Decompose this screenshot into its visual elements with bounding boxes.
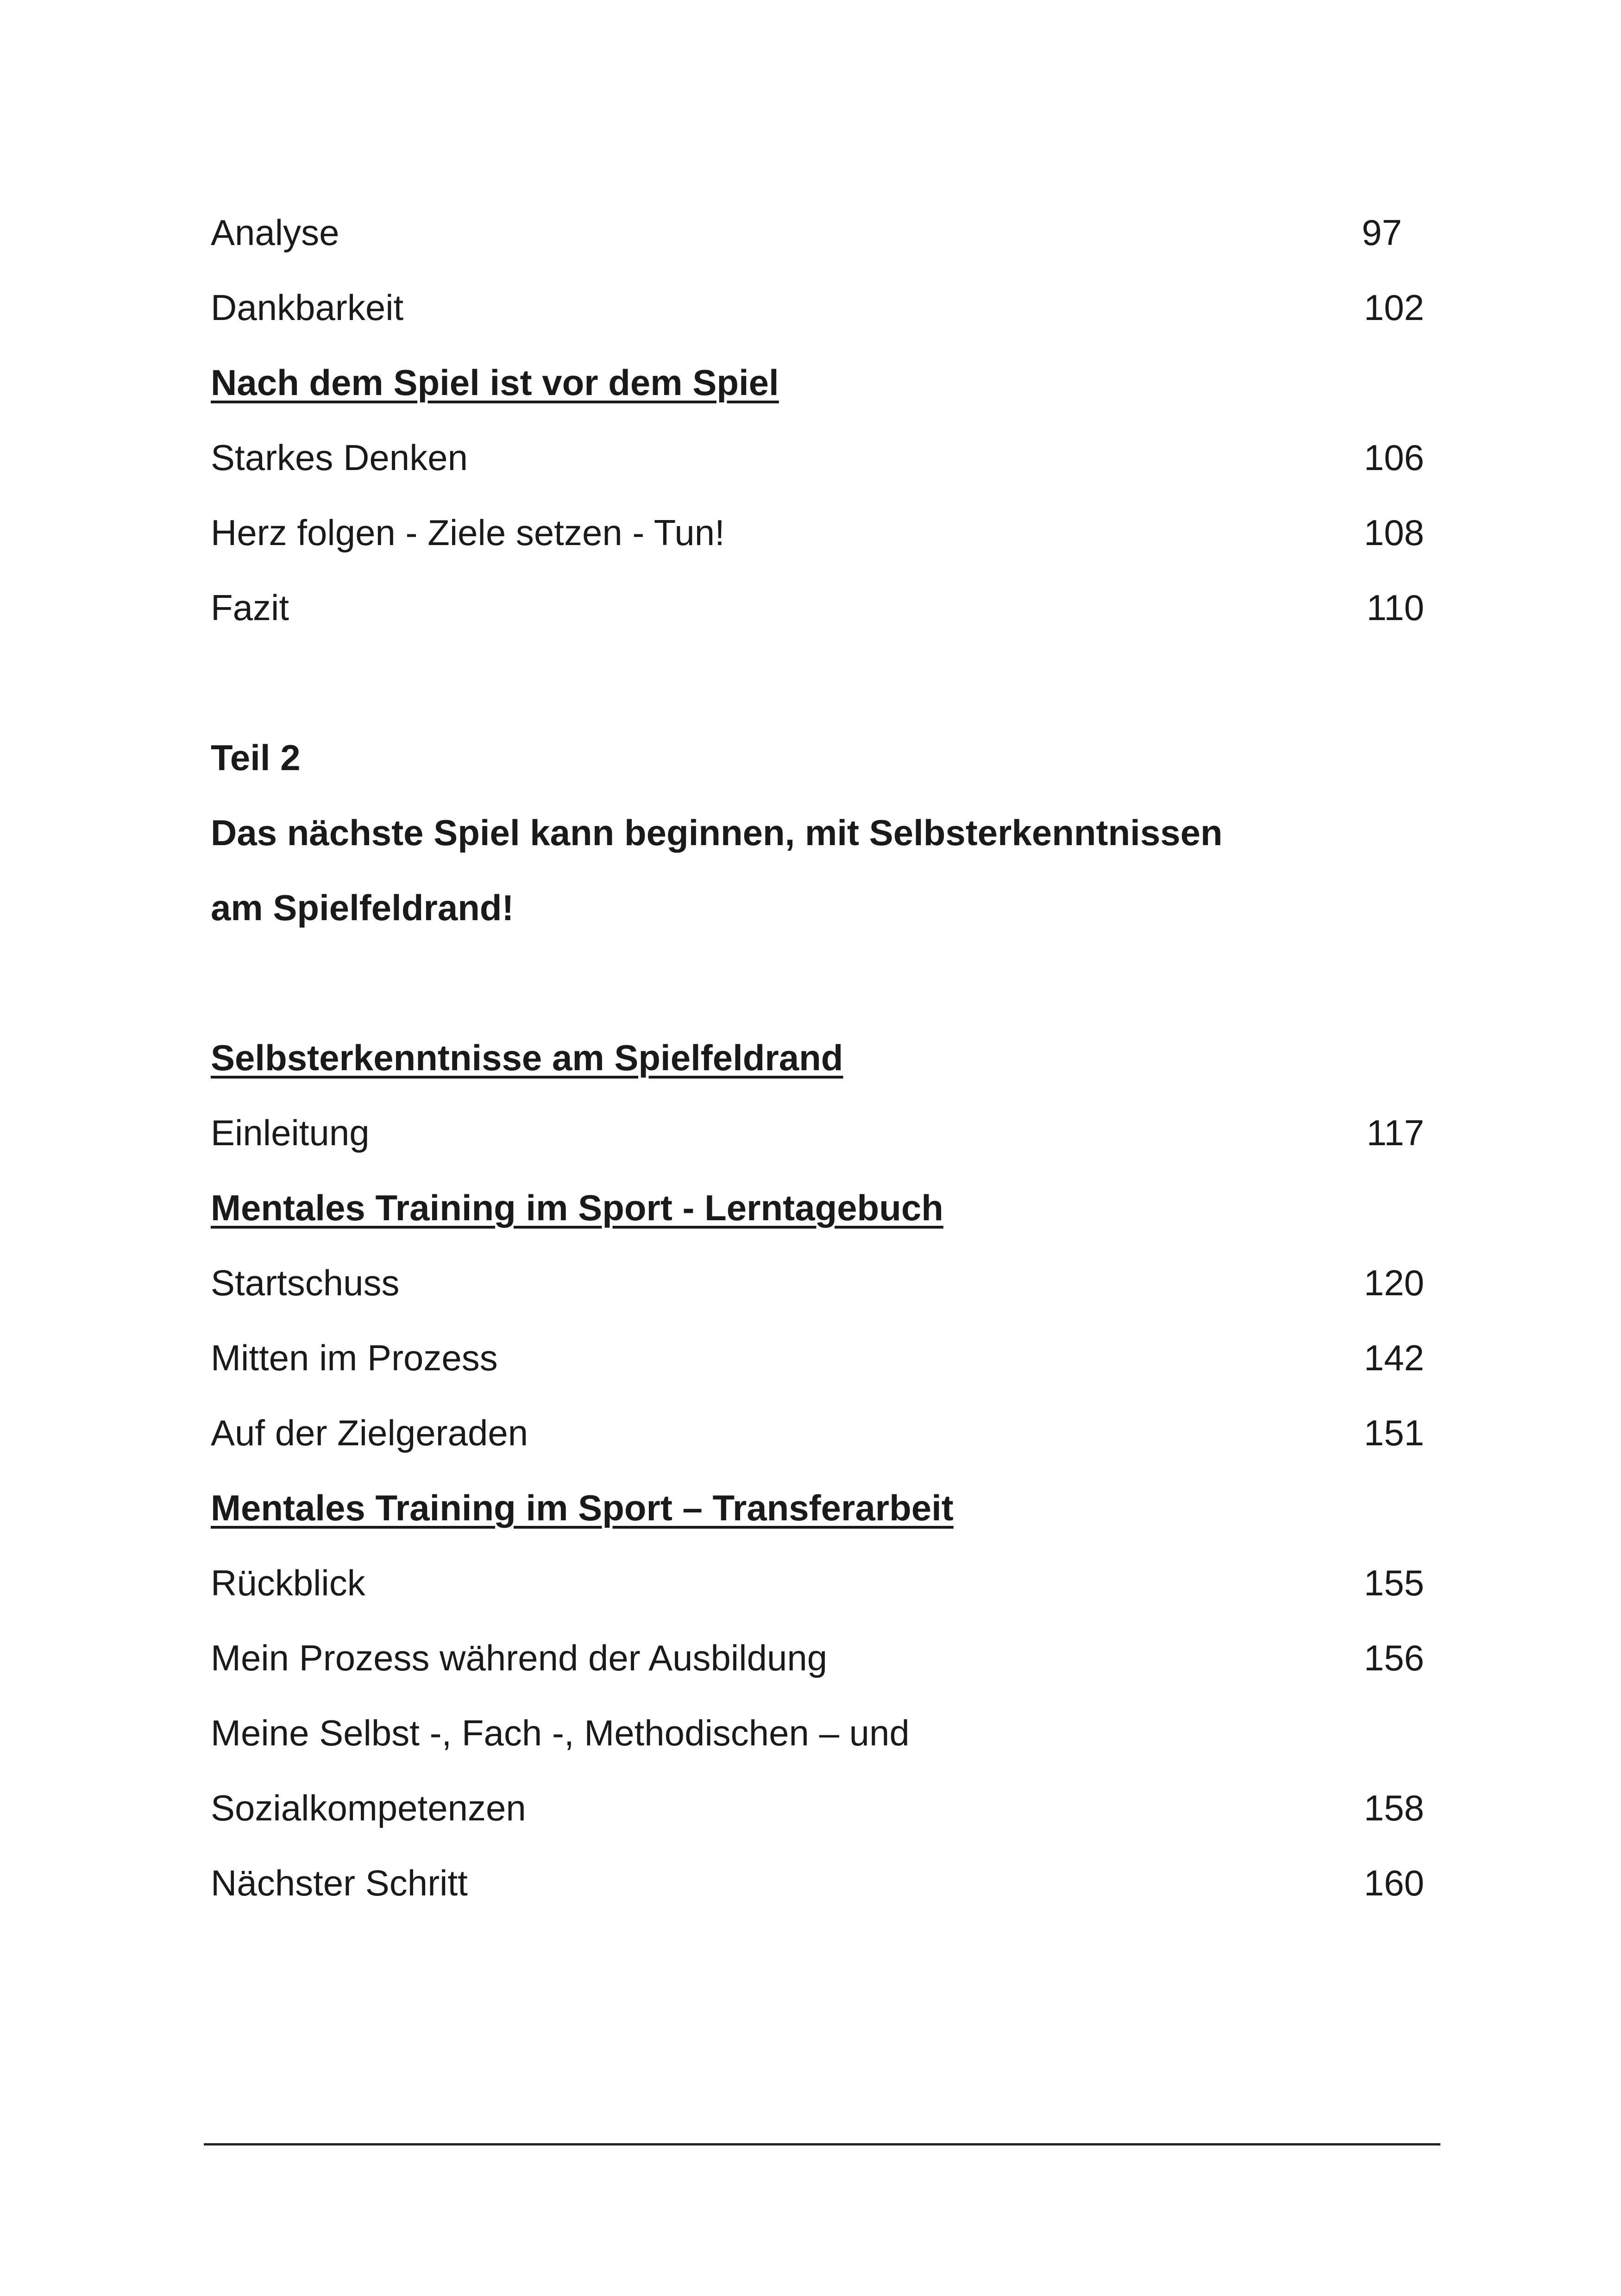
- section-heading: [211, 355, 1424, 410]
- footer-divider: [204, 2143, 1440, 2145]
- entry-title: Starkes Denken: [211, 437, 468, 478]
- section-heading: [211, 1030, 1424, 1085]
- entry-page-number: 110: [1366, 587, 1424, 628]
- entry-title: Einleitung: [211, 1112, 370, 1153]
- section-heading-text: Selbsterkenntnisse am Spielfeldrand: [211, 1037, 843, 1078]
- part-label: [211, 730, 1424, 785]
- part-title-line: [211, 880, 1424, 935]
- entry-title: Rückblick: [211, 1562, 365, 1603]
- entry-page-number: 106: [1363, 437, 1424, 478]
- section-heading: [211, 1480, 1424, 1536]
- section-heading-text: Mentales Training im Sport - Lerntagebuch: [211, 1187, 943, 1228]
- toc-entry: [211, 1855, 1424, 1911]
- section-heading-text: Nach dem Spiel ist vor dem Spiel: [211, 362, 779, 403]
- entry-title: Startschuss: [211, 1262, 400, 1303]
- entry-title: Dankbarkeit: [211, 287, 404, 328]
- part-title-line: [211, 805, 1424, 860]
- entry-page-number: 117: [1366, 1112, 1424, 1153]
- entry-page-number: 142: [1363, 1337, 1424, 1378]
- toc-entry: [211, 430, 1424, 485]
- entry-title: Mein Prozess während der Ausbildung: [211, 1637, 828, 1678]
- toc-entry: [211, 1630, 1424, 1686]
- toc-entry: [211, 1330, 1424, 1386]
- entry-title: Herz folgen - Ziele setzen - Tun!: [211, 512, 725, 553]
- entry-title: Meine Selbst -, Fach -, Methodischen – und: [211, 1713, 910, 1753]
- entry-title: Fazit: [211, 587, 289, 628]
- toc-entry: [211, 1105, 1424, 1161]
- toc-entry: [211, 1405, 1424, 1461]
- entry-title: Auf der Zielgeraden: [211, 1412, 528, 1453]
- toc-entry: [211, 1555, 1424, 1611]
- section-heading-text: Mentales Training im Sport – Transferarbeit: [211, 1487, 954, 1528]
- entry-page-number: 97: [1362, 212, 1402, 253]
- entry-title: Mitten im Prozess: [211, 1337, 498, 1378]
- entry-page-number: 102: [1363, 287, 1424, 328]
- part-title-text: Das nächste Spiel kann beginnen, mit Selbsterkenntnissen: [211, 812, 1223, 853]
- part-label-text: Teil 2: [211, 737, 301, 778]
- entry-page-number: 120: [1363, 1262, 1424, 1303]
- entry-page-number: 151: [1363, 1412, 1424, 1453]
- toc-entry: [211, 1255, 1424, 1311]
- entry-title: Nächster Schritt: [211, 1863, 468, 1903]
- toc-entry: [211, 280, 1424, 335]
- entry-page-number: 155: [1363, 1562, 1424, 1603]
- toc-entry: [211, 205, 1424, 260]
- toc-entry-wrapped-line: [211, 1705, 1424, 1761]
- toc-entry: [211, 580, 1424, 635]
- section-heading: [211, 1180, 1424, 1236]
- part-title-text: am Spielfeldrand!: [211, 887, 514, 928]
- toc-entry: [211, 505, 1424, 560]
- toc-entry: [211, 1780, 1424, 1836]
- entry-title: Analyse: [211, 212, 339, 253]
- entry-page-number: 156: [1363, 1637, 1424, 1678]
- entry-page-number: 158: [1363, 1788, 1424, 1828]
- entry-page-number: 160: [1363, 1863, 1424, 1903]
- entry-page-number: 108: [1363, 512, 1424, 553]
- entry-title: Sozialkompetenzen: [211, 1788, 526, 1828]
